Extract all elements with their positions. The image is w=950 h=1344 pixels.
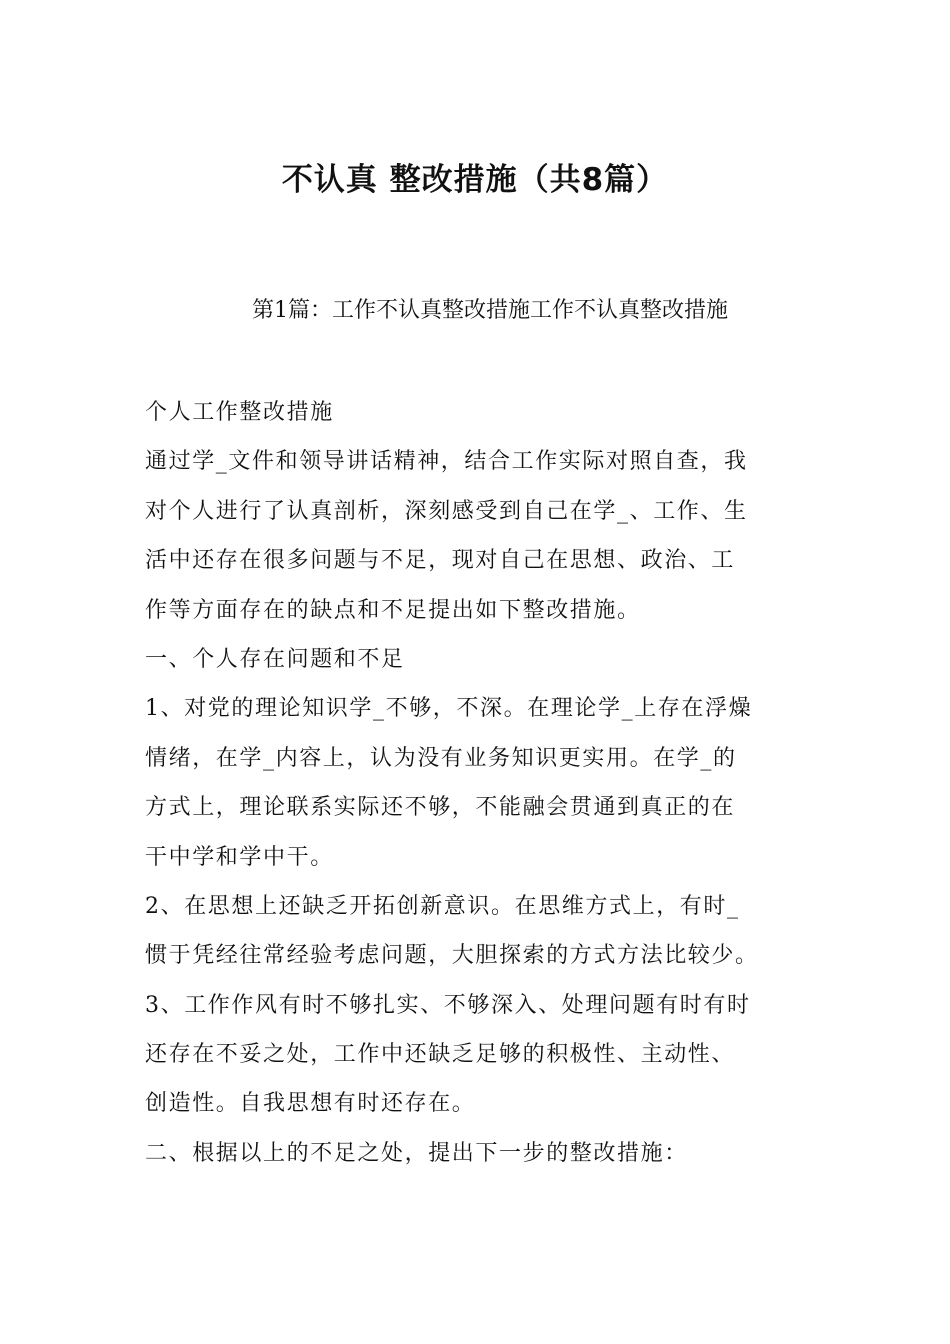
body-line: 1、对党的理论知识学_不够，不深。在理论学_上存在浮燥 xyxy=(145,696,753,722)
body-line: 还存在不妥之处，工作中还缺乏足够的积极性、主动性、 xyxy=(145,1042,736,1068)
body-line: 对个人进行了认真剖析，深刻感受到自己在学_、工作、生 xyxy=(145,498,748,524)
heading-measures: 二、根据以上的不足之处，提出下一步的整改措施： xyxy=(145,1140,688,1166)
body-line: 干中学和学中干。 xyxy=(145,844,334,870)
body-line: 作等方面存在的缺点和不足提出如下整改措施。 xyxy=(145,597,641,623)
body-line-subtitle: 个人工作整改措施 xyxy=(145,400,334,425)
body-line: 创造性。自我思想有时还存在。 xyxy=(145,1091,476,1117)
section-title: 第1篇：工作不认真整改措施工作不认真整改措施 xyxy=(252,298,728,323)
body-line: 2、在思想上还缺乏开拓创新意识。在思维方式上，有时_ xyxy=(145,893,740,919)
body-line: 惯于凭经往常经验考虑问题，大胆探索的方式方法比较少。 xyxy=(145,943,759,969)
document-title: 不认真 整改措施（共8篇） xyxy=(281,162,669,198)
body-line: 情绪，在学_内容上，认为没有业务知识更实用。在学_的 xyxy=(145,745,737,771)
body-line: 通过学_文件和领导讲话精神，结合工作实际对照自查，我 xyxy=(145,449,748,475)
body-line: 活中还存在很多问题与不足，现对自己在思想、政治、工 xyxy=(145,548,736,574)
heading-problems: 一、个人存在问题和不足 xyxy=(145,646,405,672)
body-line: 3、工作作风有时不够扎实、不够深入、处理问题有时有时 xyxy=(145,992,751,1018)
document-body xyxy=(145,388,810,1178)
body-line: 方式上，理论联系实际还不够，不能融会贯通到真正的在 xyxy=(145,795,736,821)
